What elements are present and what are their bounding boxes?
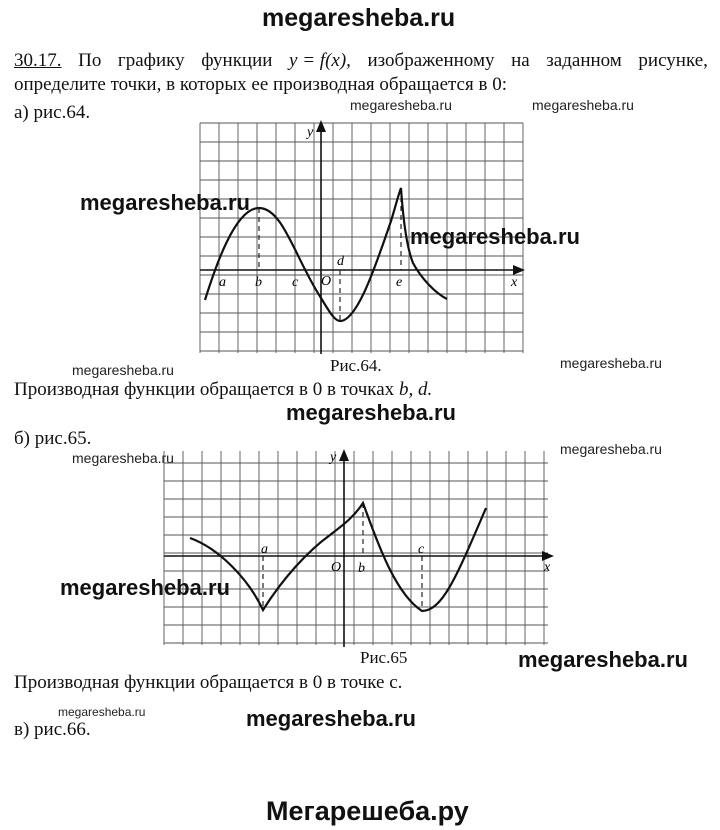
watermark-big: megaresheba.ru [518,647,688,672]
watermark-big: megaresheba.ru [410,224,580,249]
axis-label-y-64: y [307,125,314,140]
answer-a-points: b, d. [398,379,433,400]
figure-65 [158,443,563,653]
watermark-small: megaresheba.ru [560,355,662,371]
function-curve-65 [190,503,486,611]
problem-word: графику [117,50,185,71]
problem-word: рисунке, [638,50,708,71]
watermark-small: megaresheba.ru [72,450,174,466]
problem-word: функции [201,50,273,71]
watermark-big: megaresheba.ru [80,190,250,215]
part-c-label: в) рис.66. [14,719,91,740]
origin-label-64: O [321,274,332,289]
point-label-a: a [219,275,226,290]
caption-64: Рис.64. [330,356,382,375]
point-label-a: a [261,542,268,557]
point-label-c: c [292,275,299,290]
point-label-b: b [255,275,262,290]
problem-line-1 [14,50,708,72]
part-a-label: а) рис.64. [14,102,91,123]
answer-a [14,379,432,401]
watermark-small: megaresheba.ru [58,705,146,719]
y-axis-arrow-64 [316,120,326,132]
site-footer: Мегарешеба.ру [266,796,469,826]
watermark-small: megaresheba.ru [350,97,452,113]
problem-word: изображенному [367,50,495,71]
grid-65 [164,451,548,645]
axis-label-x-65: x [544,560,551,575]
guides-65 [263,503,422,611]
watermark-big: megaresheba.ru [286,400,456,425]
point-label-d: d [337,254,344,269]
site-header: megaresheba.ru [262,4,456,32]
answer-b: Производная функции обращается в 0 в точке с. [14,672,403,693]
problem-word: заданном [546,50,622,71]
problem-formula: y = f(x), [289,50,351,71]
origin-label-65: O [331,560,342,575]
point-label-e: e [396,275,403,290]
part-b-label: б) рис.65. [14,428,92,449]
point-label-b: b [358,561,365,576]
answer-a-text: Производная функции обращается в 0 в точках [14,379,399,400]
watermark-big: megaresheba.ru [246,706,416,731]
axis-label-x-64: x [511,275,518,290]
axis-label-y-65: y [330,450,337,465]
problem-line-2: определите точки, в которых ее производная обращается в 0: [14,74,507,95]
problem-number: 30.17. [14,50,62,71]
watermark-big: megaresheba.ru [60,575,230,600]
watermark-small: megaresheba.ru [72,362,174,378]
watermark-small: megaresheba.ru [560,441,662,457]
y-axis-arrow-65 [339,449,349,461]
caption-65: Рис.65 [360,648,408,667]
point-label-c: c [418,542,425,557]
watermark-small: megaresheba.ru [532,97,634,113]
problem-word: По [78,50,102,71]
problem-word: на [511,50,530,71]
